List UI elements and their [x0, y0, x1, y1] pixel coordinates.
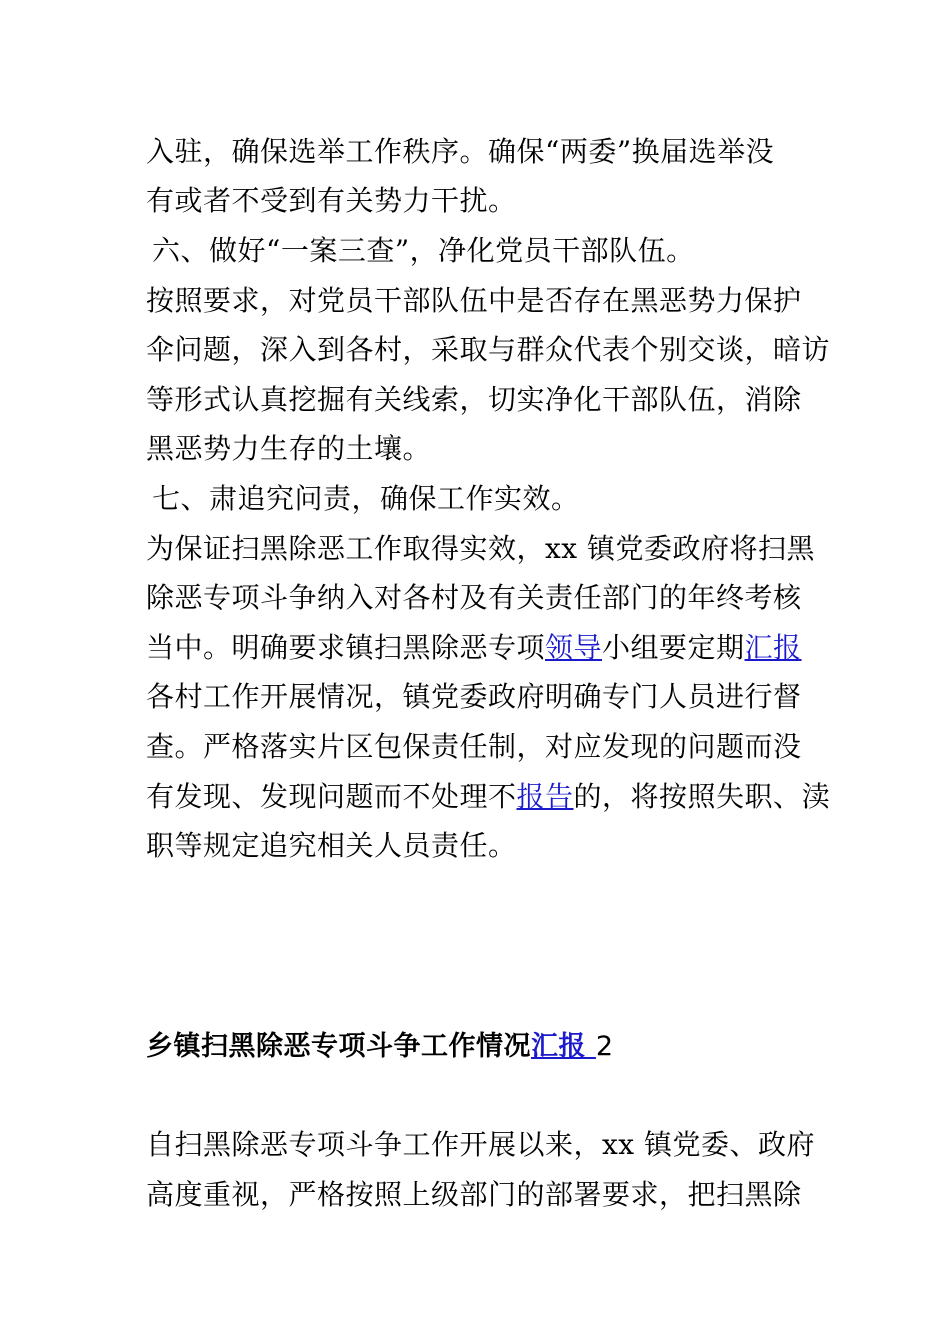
link-baogao[interactable]: 报告	[516, 780, 574, 813]
section-heading-2	[146, 1030, 826, 1064]
para3-line1: 为保证扫黑除恶工作取得实效，xx 镇党委政府将扫黑	[146, 532, 815, 565]
para3-line6-text-b: 的，将按照失职、渎	[573, 780, 831, 813]
heading2-link-huibao[interactable]: 汇报	[531, 1031, 596, 1062]
heading2-text: 乡镇扫黑除恶专项斗争工作情况	[146, 1031, 531, 1062]
para3-line6-text-a: 有发现、发现问题而不处理不	[146, 780, 517, 813]
para3-line3-text-b: 小组要定期	[602, 631, 745, 664]
para1-line2: 有或者不受到有关势力干扰。	[146, 184, 517, 217]
para3-line2: 除恶专项斗争纳入对各村及有关责任部门的年终考核	[146, 581, 802, 614]
para2-line4: 黑恶势力生存的土壤。	[146, 432, 432, 465]
para3-line7: 职等规定追究相关人员责任。	[146, 829, 517, 862]
para4-line1: 自扫黑除恶专项斗争工作开展以来，xx 镇党委、政府	[146, 1128, 815, 1161]
para2-line1: 按照要求，对党员干部队伍中是否存在黑恶势力保护	[146, 284, 802, 317]
para3-line3	[146, 631, 826, 665]
para2-line2: 伞问题，深入到各村，采取与群众代表个别交谈，暗访	[146, 333, 831, 366]
link-huibao[interactable]: 汇报	[744, 631, 802, 664]
para3-line4: 各村工作开展情况，镇党委政府明确专门人员进行督	[146, 680, 802, 713]
para1-line1: 入驻，确保选举工作秩序。确保“两委”换届选举没	[146, 135, 775, 168]
section7-title: 七、肃追究问责，确保工作实效。	[152, 482, 580, 515]
para3-line5: 查。严格落实片区包保责任制，对应发现的问题而没	[146, 730, 802, 763]
para3-line3-text-a: 当中。明确要求镇扫黑除恶专项	[146, 631, 546, 664]
para4-line2: 高度重视，严格按照上级部门的部署要求，把扫黑除	[146, 1178, 802, 1211]
para2-line3: 等形式认真挖掘有关线索，切实净化干部队伍，消除	[146, 383, 802, 416]
link-lingdao[interactable]: 领导	[545, 631, 603, 664]
para3-line6	[146, 780, 831, 814]
section6-title: 六、做好“一案三查”，净化党员干部队伍。	[152, 234, 695, 267]
heading2-number: 2	[595, 1031, 614, 1062]
